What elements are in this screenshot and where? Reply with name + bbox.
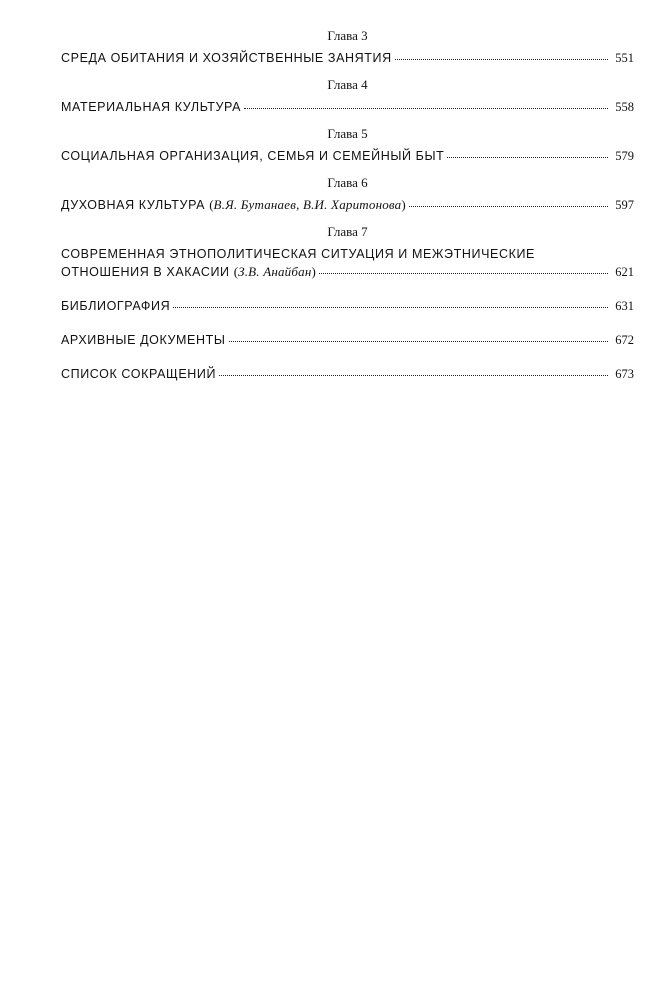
toc-entry-title-line1: СОВРЕМЕННАЯ ЭТНОПОЛИТИЧЕСКАЯ СИТУАЦИЯ И МЕЖЭТНИЧЕСКИЕ <box>61 247 535 261</box>
toc-entry-title-text: ДУХОВНАЯ КУЛЬТУРА <box>61 198 206 212</box>
toc-entry-chapter-5[interactable] <box>61 148 634 164</box>
toc-entry-chapter-6[interactable] <box>61 197 634 213</box>
page-number: 551 <box>615 51 634 65</box>
dot-leader <box>395 58 608 60</box>
toc-entry-bibliography[interactable] <box>61 298 634 314</box>
page-number: 672 <box>615 333 634 347</box>
toc-entry-chapter-7[interactable] <box>61 246 634 280</box>
toc-entry-title: СОЦИАЛЬНАЯ ОРГАНИЗАЦИЯ, СЕМЬЯ И СЕМЕЙНЫЙ БЫТ <box>61 149 445 163</box>
chapter-label: Глава 3 <box>327 28 368 43</box>
dot-leader <box>244 107 608 109</box>
dot-leader <box>447 156 608 158</box>
page-number: 597 <box>615 198 634 212</box>
toc-entry-title: ОТНОШЕНИЯ В ХАКАСИИ (З.В. Анайбан) <box>61 264 316 279</box>
chapter-label: Глава 7 <box>327 224 368 239</box>
dot-leader <box>219 374 608 376</box>
toc-entry-chapter-3[interactable] <box>61 50 634 66</box>
page-number: 631 <box>615 299 634 313</box>
toc-entry-title-line2: ОТНОШЕНИЯ В ХАКАСИИ <box>61 265 230 279</box>
toc-entry-archive-documents[interactable] <box>61 332 634 348</box>
toc-entry-chapter-4[interactable] <box>61 99 634 115</box>
toc-entry-title: СПИСОК СОКРАЩЕНИЙ <box>61 367 217 381</box>
dot-leader <box>229 340 608 342</box>
toc-entry-title: СРЕДА ОБИТАНИЯ И ХОЗЯЙСТВЕННЫЕ ЗАНЯТИЯ <box>61 51 392 65</box>
toc-entry-author: З.В. Анайбан <box>238 264 312 279</box>
page-number: 579 <box>615 149 634 163</box>
table-of-contents <box>61 28 634 382</box>
toc-entry-title: БИБЛИОГРАФИЯ <box>61 299 171 313</box>
toc-entry-title: ДУХОВНАЯ КУЛЬТУРА (В.Я. Бутанаев, В.И. Харитонова) <box>61 197 406 212</box>
toc-entry-abbreviations[interactable] <box>61 366 634 382</box>
dot-leader <box>173 306 608 308</box>
toc-entry-title: АРХИВНЫЕ ДОКУМЕНТЫ <box>61 333 226 347</box>
page-number: 558 <box>615 100 634 114</box>
chapter-label: Глава 4 <box>327 77 368 92</box>
dot-leader <box>319 272 608 274</box>
page-number: 673 <box>615 367 634 381</box>
page-number: 621 <box>615 265 634 279</box>
chapter-label: Глава 5 <box>327 126 368 141</box>
toc-entry-title: МАТЕРИАЛЬНАЯ КУЛЬТУРА <box>61 100 242 114</box>
dot-leader <box>409 205 608 207</box>
chapter-label: Глава 6 <box>327 175 368 190</box>
toc-entry-author: В.Я. Бутанаев, В.И. Харитонова <box>213 197 402 212</box>
